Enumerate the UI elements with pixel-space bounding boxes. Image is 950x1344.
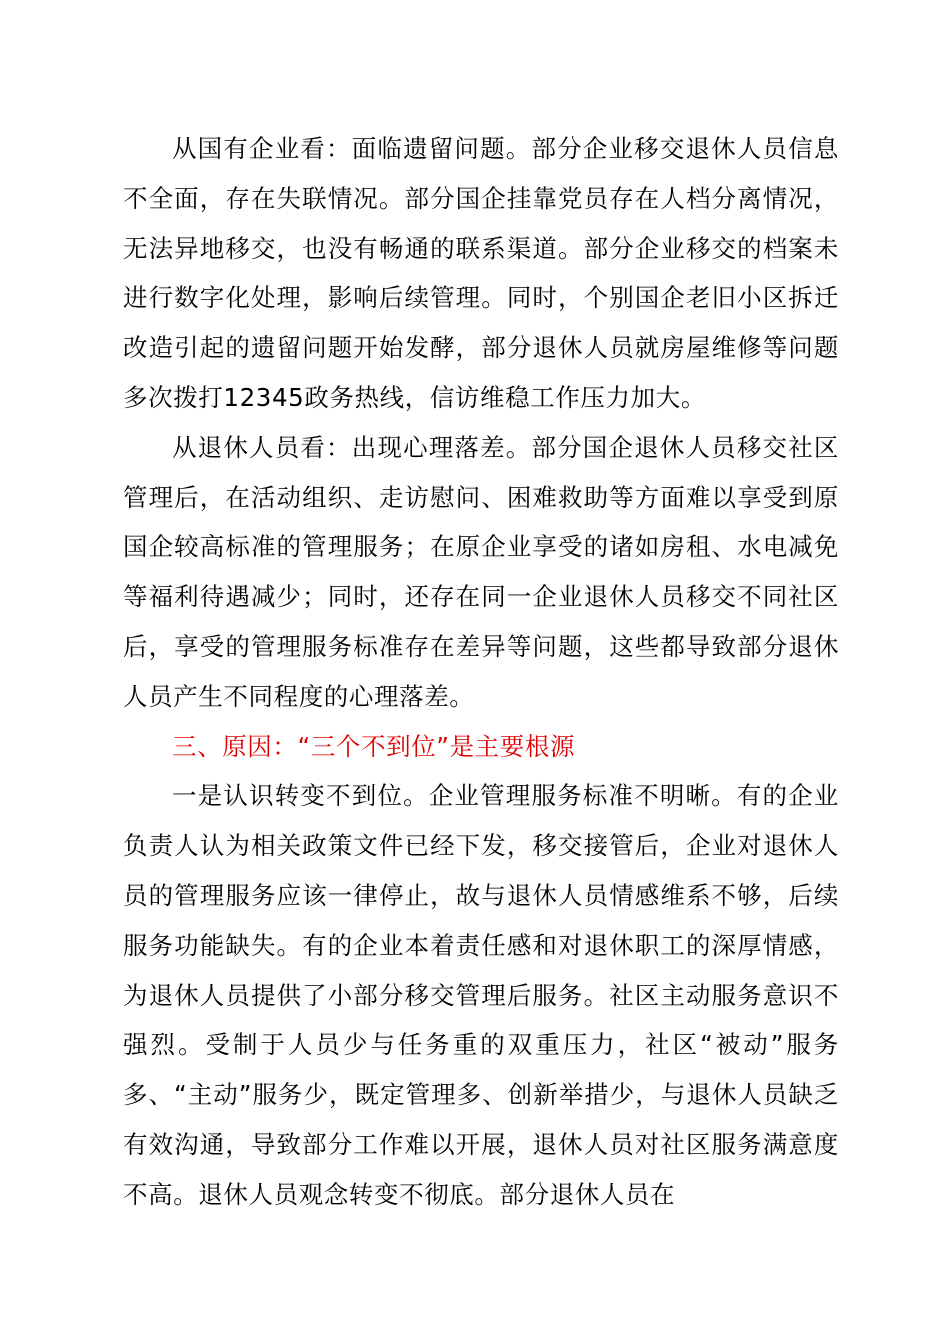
paragraph-retirees: 从退休人员看：出现心理落差。部分国企退休人员移交社区管理后，在活动组织、走访慰问、困难救助等方面难以享受到原国企较高标准的管理服务；在原企业享受的诸如房租、水电减免等福利待遇减少；同时，还存在同一企业退休人员移交不同社区后，享受的管理服务标准存在差异等问题，这些都导致部分退休人员产生不同程度的心理落差。 — [123, 432, 839, 711]
document-body — [123, 124, 839, 1220]
paragraph-cognition: 一是认识转变不到位。企业管理服务标准不明晰。有的企业负责人认为相关政策文件已经下发，移交接管后，企业对退休人员的管理服务应该一律停止，故与退休人员情感维系不够，后续服务功能缺失。有的企业本着责任感和对退休职工的深厚情感，为退休人员提供了小部分移交管理后服务。社区主动服务意识不强烈。受制于人员少与任务重的双重压力，社区“被动”服务多、“主动”服务少，既定管理多、创新举措少，与退休人员缺乏有效沟通，导致部分工作难以开展，退休人员对社区服务满意度不高。退休人员观念转变不彻底。部分退休人员在 — [123, 781, 839, 1209]
section-heading: 三、原因：“三个不到位”是主要根源 — [172, 731, 576, 761]
paragraph-state-enterprises: 从国有企业看：面临遗留问题。部分企业移交退休人员信息不全面，存在失联情况。部分国企挂靠党员存在人档分离情况，无法异地移交，也没有畅通的联系渠道。部分企业移交的档案未进行数字化处理，影响后续管理。同时，个别国企老旧小区拆迁改造引起的遗留问题开始发酵，部分退休人员就房屋维修等问题多次拨打12345政务热线，信访维稳工作压力加大。 — [123, 134, 839, 412]
